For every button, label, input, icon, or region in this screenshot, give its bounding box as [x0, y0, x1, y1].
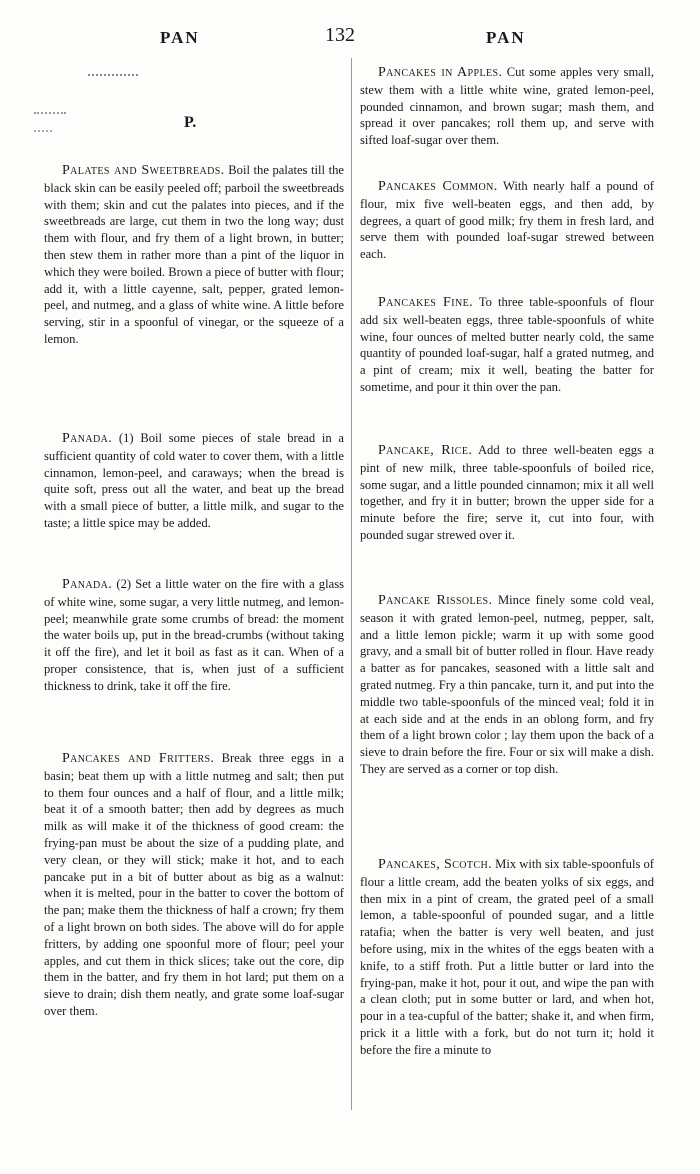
recipe-entry — [44, 576, 344, 695]
recipe-title: Pancake Rissoles. — [378, 593, 493, 608]
recipe-text: Mix with six table-spoonfuls of flour a little cream, add the beaten yolks of six eggs, and then mix in a pint of cream, the grated peel of a small lemon, a table-spoonful of pounded sugar, and a little ratafia; when the batter is very well beaten, and just before using, mix in the whites of the eggs beaten with a knife, to a stiff froth. Put a little butter or lard into the frying-pan, make it hot, pour it out, and wipe the pan with a clean cloth; put in some butter or lard, and when hot, pour in a tea-cupful of the batter; shake it, and when firm, prick it a little with a fork, but do not turn it; hold it before the fire a minute to — [360, 857, 654, 1057]
recipe-title: Pancakes, Scotch. — [378, 857, 492, 872]
running-header — [0, 24, 700, 52]
recipe-entry — [44, 750, 344, 1020]
recipe-text: Cut some apples very small, stew them with a little white wine, grated lemon-peel, pounded cinnamon, and brown sugar; mash them, and spread it over pancakes; roll them up, and serve with sifted loaf-sugar over them. — [360, 65, 654, 148]
recipe-text: Add to three well-beaten eggs a pint of new milk, three table-spoonfuls of boiled rice, some sugar, and a little pounded cinnamon; mix it all well together, and fry it in butter; brown the upper side for a minute before the fire; serve it, cut into four, with pounded sugar strewed over it. — [360, 443, 654, 542]
recipe-text: Break three eggs in a basin; beat them up with a little nutmeg and salt; then put to them four ounces and a half of flour, and a little milk; beat it of a smooth batter; then add by degrees as much milk as will make it of the thickness of good cream: the frying-pan must be about the size of a pudding plate, and very clean, or they will stick; make it hot, and to each pancake put in a bit of butter about as big as a walnut: when it is melted, pour in the batter to cover the bottom of the pan; make them the thickness of half a crown; fry them of a light brown on both sides. The above will do for apple fritters, by adding one spoonful more of flour; peel your apples, and cut them in thick slices; take out the core, dip them in the batter, and fry them in hot lard; put them on a sieve to drain; dish them neatly, and grate some loaf-sugar over them. — [44, 751, 344, 1018]
recipe-text: (2) Set a little water on the fire with a glass of white wine, some sugar, a very little nutmeg, and lemon-peel; meanwhile grate some crumbs of bread: the moment the water boils up, put in the bread-crumbs (without taking it off the fire), and let it boil as fast as it can. When of a proper consistence, that is, when just of a sufficient thickness to drink, take it off the fire. — [44, 577, 344, 693]
recipe-entry — [360, 64, 654, 149]
recipe-entry — [360, 294, 654, 396]
recipe-title: Panada. — [62, 577, 113, 592]
recipe-entry — [360, 856, 654, 1059]
recipe-text: (1) Boil some pieces of stale bread in a sufficient quantity of cold water to cover them, with a little cinnamon, lemon-peel, and caraways; when the bread is quite soft, press out all the water, and beat up the bread with a small piece of butter, a little milk, and sugar to the taste; a little spice may be added. — [44, 431, 344, 530]
column-divider — [351, 58, 352, 1110]
recipe-title: Panada. — [62, 431, 113, 446]
recipe-text: To three table-spoonfuls of flour add six well-beaten eggs, three table-spoonfuls of white wine, four ounces of melted butter nearly cold, the same quantity of pounded loaf-sugar, half a grated nutmeg, and a pint of cream; mix it well, beating the batter for sometime, and pour it thin over the pan. — [360, 295, 654, 394]
recipe-entry — [360, 442, 654, 544]
ink-smudge — [34, 130, 52, 136]
page-number: 132 — [325, 24, 355, 46]
recipe-entry — [44, 162, 344, 348]
recipe-text: With nearly half a pound of flour, mix five well-beaten eggs, and then add, by degrees, a quart of good milk; fry them in fresh lard, and serve them with pounded loaf-sugar strewed between each. — [360, 179, 654, 262]
header-left-word: PAN — [160, 28, 200, 47]
recipe-entry — [360, 592, 654, 778]
recipe-title: Palates and Sweetbreads. — [62, 163, 225, 178]
section-letter: P. — [184, 114, 197, 131]
ink-smudge — [88, 74, 138, 80]
recipe-text: Mince finely some cold veal, season it with grated lemon-peel, nutmeg, pepper, salt, and a little lemon pickle; warm it up with some good gravy, and a small bit of butter rolled in flour. Have ready a batter as for pancakes, seasoned with a little salt and grated nutmeg. Fry a thin pancake, turn it, and put into the middle two table-spoonfuls of the minced veal; fold it in at each side and at the ends in an oblong form, and fry them of a light brown color ; lay them upon the back of a sieve to drain before the fire. Four or six will make a dish. They are served as a corner or top dish. — [360, 593, 654, 776]
ink-smudge — [34, 112, 66, 118]
header-right-word: PAN — [486, 28, 526, 47]
recipe-title: Pancakes Fine. — [378, 295, 473, 310]
recipe-title: Pancakes and Fritters. — [62, 751, 215, 766]
recipe-entry — [360, 178, 654, 263]
recipe-text: Boil the palates till the black skin can be easily peeled off; parboil the sweetbreads with them; skin and cut the palates into pieces, and if the sweetbreads are large, cut them in two the long way; dust them with flour, and fry them of a light brown, in butter; then stew them in rather more than a pint of the liquor in which they were boiled. Brown a piece of butter with flour; add it, with a little cayenne, salt, pepper, grated lemon-peel, and nutmeg, and a glass of white wine. A little before serving, stir in a spoonful of vinegar, or the squeeze of a lemon. — [44, 163, 345, 346]
recipe-title: Pancakes Common. — [378, 179, 498, 194]
recipe-entry — [44, 430, 344, 532]
recipe-title: Pancake, Rice. — [378, 443, 473, 458]
recipe-title: Pancakes in Apples. — [378, 65, 503, 80]
